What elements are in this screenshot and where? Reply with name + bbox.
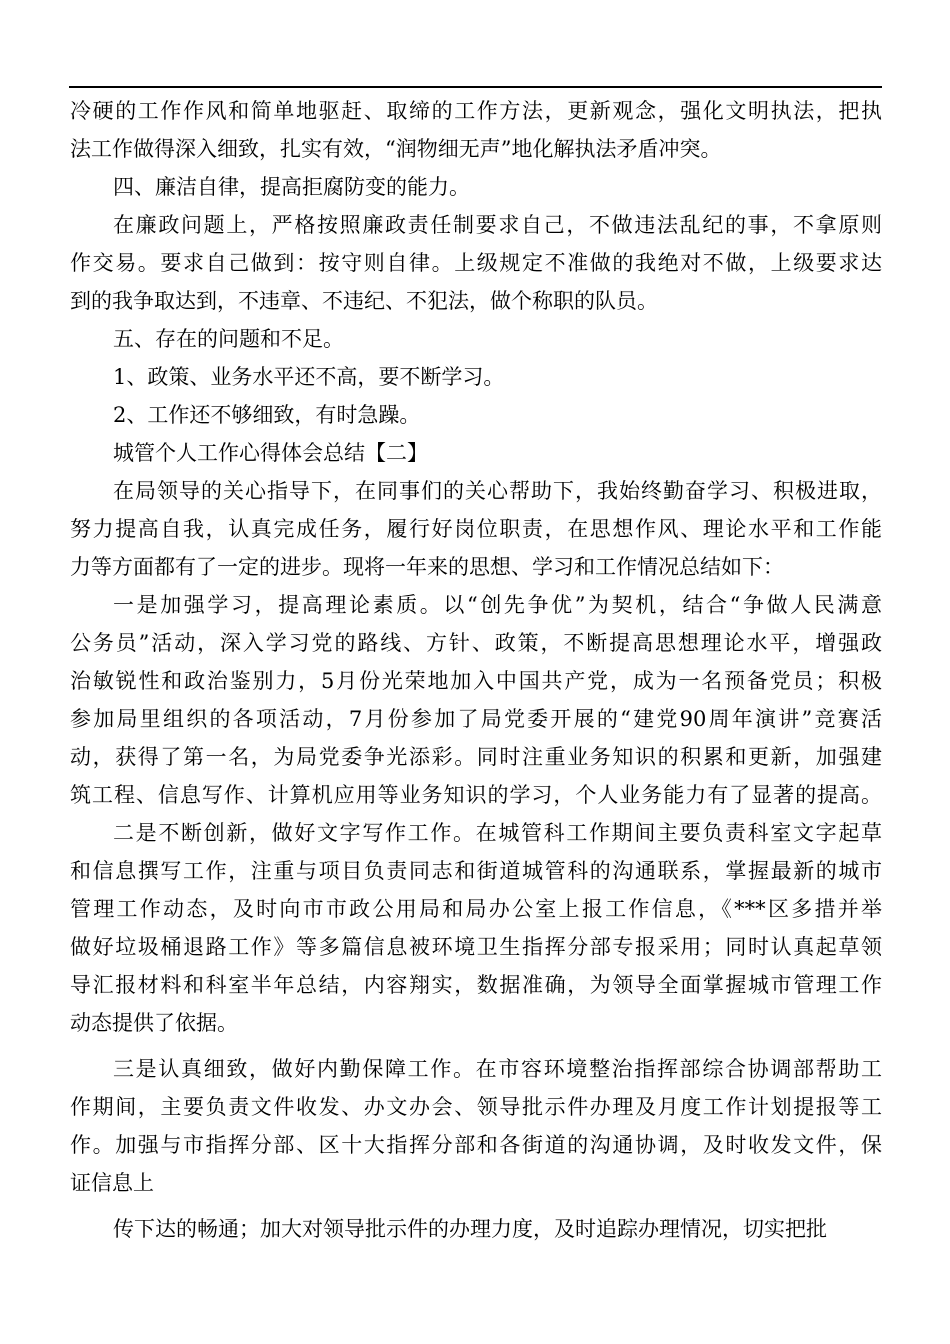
text-line: 导汇报材料和科室半年总结，内容翔实，数据准确，为领导全面掌握城市管理工作	[70, 973, 882, 997]
text-line: 动态提供了依据。	[70, 1011, 238, 1035]
list-item: 1、政策、业务水平还不高，要不断学习。	[113, 365, 505, 389]
text-line: 治敏锐性和政治鉴别力，5月份光荣地加入中国共产党，成为一名预备党员；积极	[70, 669, 882, 693]
text-line: 做好垃圾桶退路工作》等多篇信息被环境卫生指挥分部专报采用；同时认真起草领	[70, 935, 882, 959]
text-line: 在局领导的关心指导下，在同事们的关心帮助下，我始终勤奋学习、积极进取，	[113, 479, 882, 503]
list-item: 2、工作还不够细致，有时急躁。	[113, 403, 421, 427]
paragraph-gap	[70, 1042, 882, 1050]
text-line: 力等方面都有了一定的进步。现将一年来的思想、学习和工作情况总结如下：	[70, 555, 784, 579]
section-heading: 五、存在的问题和不足。	[113, 327, 344, 351]
text-line: 作。加强与市指挥分部、区十大指挥分部和各街道的沟通协调，及时收发文件，保	[70, 1133, 882, 1157]
text-line: 努力提高自我，认真完成任务，履行好岗位职责，在思想作风、理论水平和工作能	[70, 517, 882, 541]
text-line: 动，获得了第一名，为局党委争光添彩。同时注重业务知识的积累和更新，加强建	[70, 745, 882, 769]
text-line: 和信息撰写工作，注重与项目负责同志和街道城管科的沟通联系，掌握最新的城市	[70, 859, 882, 883]
section-heading: 四、廉洁自律，提高拒腐防变的能力。	[113, 175, 470, 199]
text-line: 二是不断创新，做好文字写作工作。在城管科工作期间主要负责科室文字起草	[113, 821, 882, 845]
text-line: 冷硬的工作作风和简单地驱赶、取缔的工作方法，更新观念，强化文明执法，把执	[70, 99, 882, 123]
text-line: 到的我争取达到，不违章、不违纪、不犯法，做个称职的队员。	[70, 289, 658, 313]
header-rule	[69, 86, 882, 88]
text-line: 一是加强学习，提高理论素质。以“创先争优”为契机，结合“争做人民满意	[113, 593, 882, 617]
text-line: 公务员”活动，深入学习党的路线、方针、政策，不断提高思想理论水平，增强政	[70, 631, 882, 655]
text-line: 管理工作动态，及时向市市政公用局和局办公室上报工作信息，《***区多措并举	[70, 897, 882, 921]
text-line: 参加局里组织的各项活动，7月份参加了局党委开展的“建党90周年演讲”竞赛活	[70, 707, 882, 731]
text-line: 证信息上	[70, 1171, 154, 1195]
text-line: 法工作做得深入细致，扎实有效，“润物细无声”地化解执法矛盾冲突。	[70, 137, 722, 161]
document-body	[70, 92, 882, 1248]
text-line: 作交易。要求自己做到：按守则自律。上级规定不准做的我绝对不做，上级要求达	[70, 251, 882, 275]
article-title: 城管个人工作心得体会总结【二】	[113, 441, 428, 465]
text-line: 在廉政问题上，严格按照廉政责任制要求自己，不做违法乱纪的事，不拿原则	[113, 213, 882, 237]
text-line: 三是认真细致，做好内勤保障工作。在市容环境整治指挥部综合协调部帮助工	[113, 1057, 882, 1081]
text-line: 传下达的畅通；加大对领导批示件的办理力度，及时追踪办理情况，切实把批	[113, 1217, 827, 1241]
paragraph-gap	[70, 1202, 882, 1210]
text-line: 作期间，主要负责文件收发、办文办会、领导批示件办理及月度工作计划提报等工	[70, 1095, 882, 1119]
text-line: 筑工程、信息写作、计算机应用等业务知识的学习，个人业务能力有了显著的提高。	[70, 783, 882, 807]
